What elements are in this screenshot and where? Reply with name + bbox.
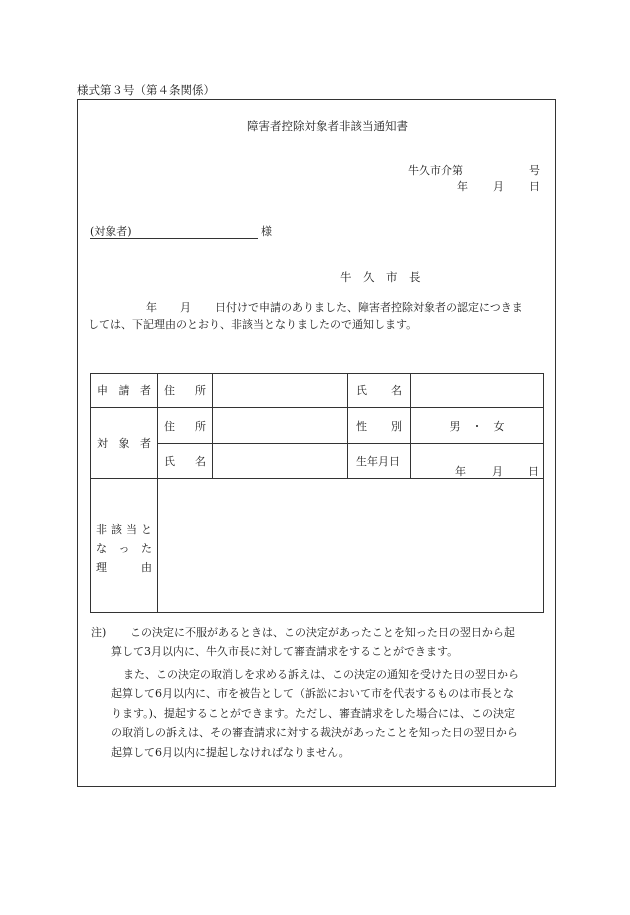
doc-number-suffix: 号 <box>529 164 540 177</box>
intro-line1: 日付けで申請のありました、障害者控除対象者の認定につきま <box>215 301 523 314</box>
applicant-name-field <box>411 374 543 407</box>
subject-name-field <box>213 444 347 478</box>
note2-line1: また、この決定の取消しを求める訴えは、この決定の通知を受けた日の翌日から <box>123 668 519 681</box>
addressee-underline <box>90 238 258 239</box>
issuer: 牛 久 市 長 <box>340 270 421 284</box>
applicant-label: 申 請 者 <box>97 384 151 397</box>
reason-field <box>158 479 543 612</box>
gender-label: 性 別 <box>356 420 402 433</box>
note2-line3: ります。)、提起することができます。ただし、審査請求をした場合には、この決定 <box>111 707 516 720</box>
birth-day: 日 <box>528 465 539 478</box>
intro-month: 月 <box>180 301 191 314</box>
doc-number-prefix: 牛久市介第 <box>408 164 463 177</box>
note2-line5: 起算して6月以内に提起しなければなりません。 <box>111 746 350 759</box>
applicant-address-label: 住 所 <box>164 384 206 397</box>
applicant-address-field <box>213 374 347 407</box>
date-day: 日 <box>529 180 540 193</box>
document-title: 障害者控除対象者非該当通知書 <box>247 119 408 133</box>
reason-label: 非 該 当 と な っ た 理 由 <box>96 523 152 574</box>
subject-name-label: 氏 名 <box>164 455 206 468</box>
addressee-label: (対象者) <box>90 225 132 238</box>
birth-year: 年 <box>455 465 466 478</box>
note2-line2: 起算して6月以内に、市を被告として（訴訟において市を代表するものは市長とな <box>111 687 514 700</box>
subject-label: 対 象 者 <box>97 437 151 450</box>
subject-address-field <box>213 408 347 443</box>
addressee-honorific: 様 <box>261 225 272 238</box>
note1-line1: この決定に不服があるときは、この決定があったことを知った日の翌日から起 <box>130 626 515 639</box>
intro-line2: しては、下記理由のとおり、非該当となりましたので通知します。 <box>88 318 418 331</box>
subject-address-label: 住 所 <box>164 420 206 433</box>
note1-line2: 算して3月以内に、牛久市長に対して審査請求をすることができます。 <box>111 645 459 658</box>
date-year: 年 <box>457 180 468 193</box>
form-id: 様式第３号（第４条関係） <box>77 83 215 97</box>
date-month: 月 <box>493 180 504 193</box>
birth-month: 月 <box>492 465 503 478</box>
intro-year: 年 <box>146 301 157 314</box>
note2-line4: の取消しの訴えは、その審査請求に対する裁決があったことを知った日の翌日から <box>111 726 518 739</box>
applicant-name-label: 氏 名 <box>356 384 402 397</box>
notes-marker: 注) <box>91 626 107 639</box>
birthdate-label: 生年月日 <box>356 455 400 468</box>
gender-value: 男 ・ 女 <box>449 420 505 433</box>
